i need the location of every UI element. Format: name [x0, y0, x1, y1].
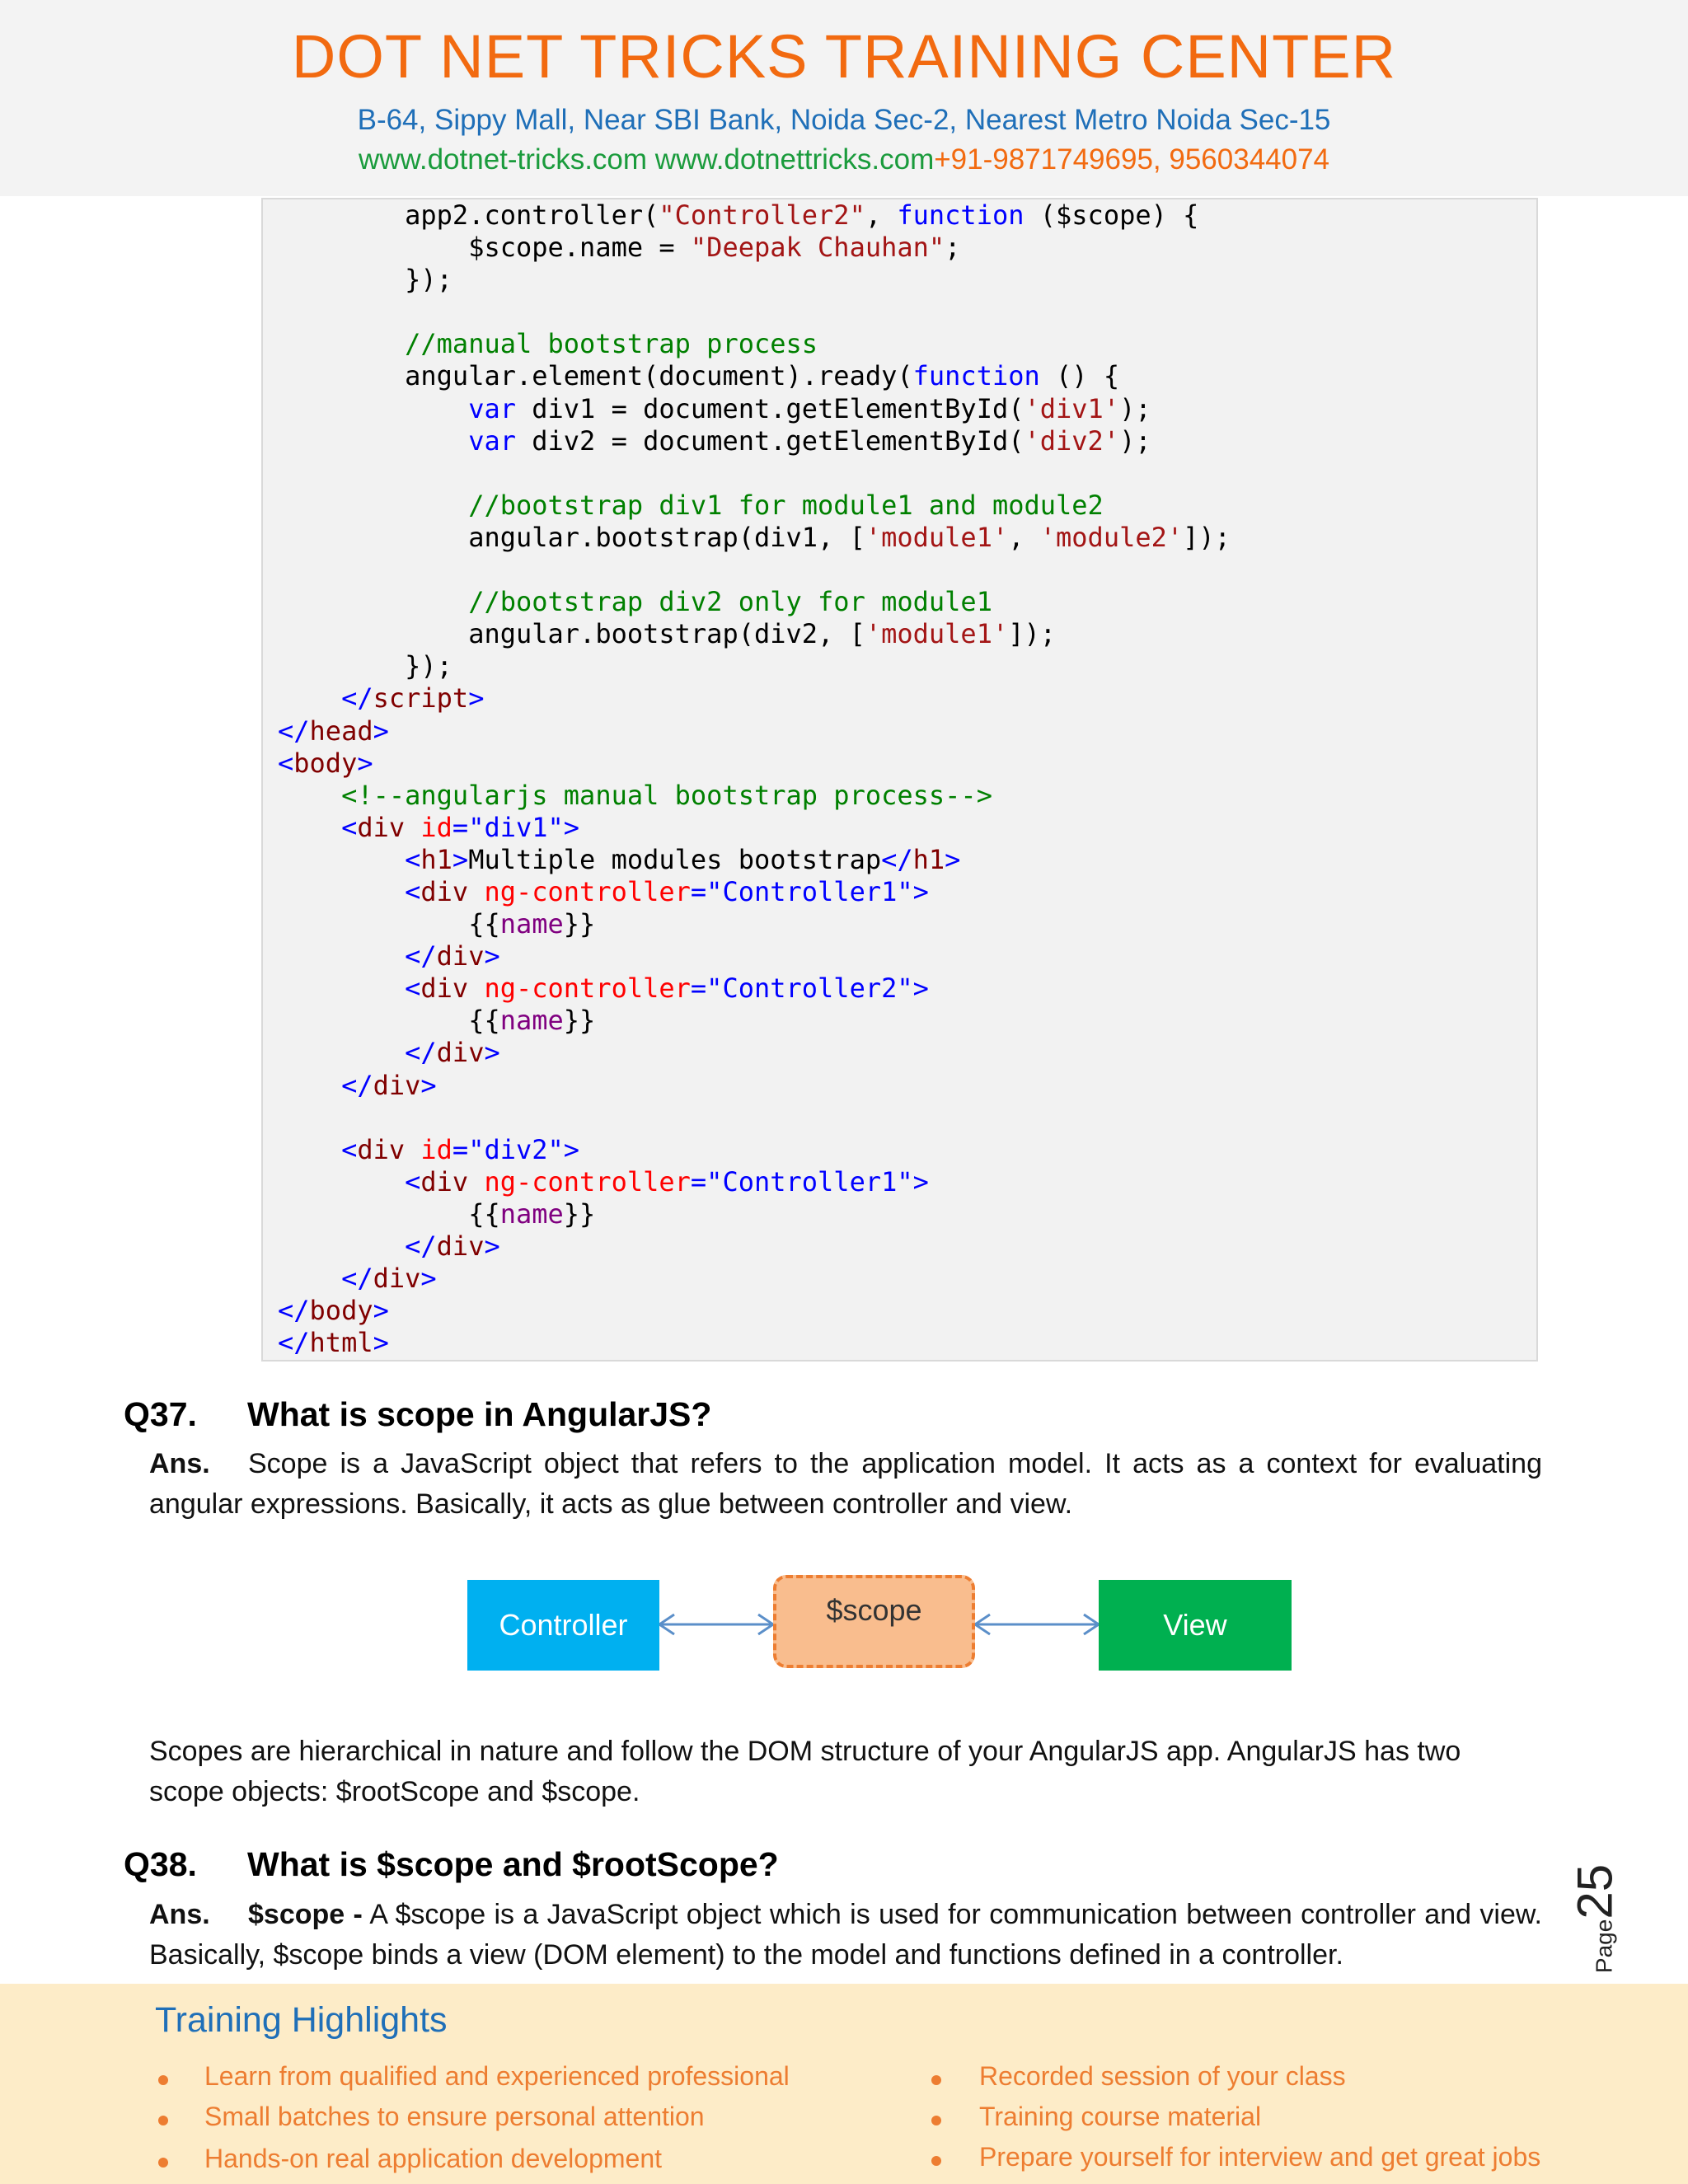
diagram-controller-label: Controller	[499, 1608, 628, 1642]
code-line: </div>	[405, 940, 500, 972]
website-link-1[interactable]: www.dotnet-tricks.com	[358, 143, 648, 176]
bullet-icon	[931, 2156, 941, 2166]
website-link-2[interactable]: www.dotnettricks.com	[654, 143, 935, 176]
q38-ans-label: Ans.	[149, 1899, 210, 1930]
code-line: </head>	[278, 715, 389, 747]
code-line: <div id="div1">	[341, 811, 580, 843]
code-line: </div>	[405, 1230, 500, 1262]
bullet-icon	[931, 2075, 941, 2085]
code-line: angular.element(document).ready(function () {	[278, 360, 1120, 392]
phone-numbers: +91-9871749695, 9560344074	[934, 143, 1330, 176]
highlight-item: Training course material	[979, 2102, 1262, 2131]
code-line: angular.bootstrap(div1, ['module1', 'module2']);	[278, 521, 1231, 553]
bullet-icon	[931, 2116, 941, 2125]
q37-question: What is scope in AngularJS?	[247, 1395, 712, 1433]
code-line: $scope.name = "Deepak Chauhan";	[278, 232, 961, 264]
code-line: </div>	[405, 1037, 500, 1069]
q38-number: Q38.	[124, 1845, 197, 1883]
code-line: <body>	[278, 747, 373, 779]
code-line: {{name}}	[278, 908, 596, 940]
code-line: </div>	[341, 1263, 437, 1295]
training-highlights-footer	[0, 1984, 1688, 2184]
header-address: B-64, Sippy Mall, Near SBI Bank, Noida Sec-2, Nearest Metro Noida Sec-15	[357, 104, 1331, 136]
code-line: var div2 = document.getElementById('div2');	[468, 424, 1151, 457]
code-line: //bootstrap div2 only for module1	[468, 586, 992, 618]
code-line: var div1 = document.getElementById('div1');	[468, 392, 1151, 424]
q37-number: Q37.	[124, 1395, 197, 1433]
code-line: app2.controller("Controller2", function ($scope) {	[278, 199, 1199, 231]
q38-question: What is $scope and $rootScope?	[247, 1845, 779, 1883]
code-line: </body>	[278, 1295, 389, 1327]
diagram-scope-label: $scope	[826, 1593, 922, 1627]
q38-answer	[149, 1895, 1542, 1975]
q38-answer-bold: $scope -	[248, 1899, 363, 1930]
highlight-item: Recorded session of your class	[979, 2061, 1346, 2091]
bullet-icon	[158, 2075, 168, 2085]
code-line: {{name}}	[278, 1197, 596, 1230]
code-line: {{name}}	[278, 1005, 596, 1037]
diagram-view-label: View	[1163, 1608, 1227, 1642]
q37-answer-text: Scope is a JavaScript object that refers to the application model. It acts as a context for evaluating angular expressions. Basically, it acts as glue between controller and view.	[149, 1448, 1542, 1520]
code-line: });	[278, 650, 452, 682]
code-line: //manual bootstrap process	[405, 328, 818, 360]
diagram-controller-box	[467, 1580, 659, 1671]
code-line: });	[278, 264, 452, 296]
highlight-item: Small batches to ensure personal attention	[204, 2102, 705, 2131]
code-line: //bootstrap div1 for module1 and module2	[468, 489, 1104, 521]
code-line: angular.bootstrap(div2, ['module1']);	[278, 618, 1057, 650]
diagram-view-box	[1099, 1580, 1292, 1671]
bullet-icon	[158, 2158, 168, 2168]
code-line: </script>	[341, 682, 485, 715]
highlight-item: Prepare yourself for interview and get great jobs	[979, 2142, 1541, 2172]
code-line: </html>	[278, 1327, 389, 1359]
code-line: <div ng-controller="Controller1">	[405, 1165, 929, 1197]
q38-answer-text: A $scope is a JavaScript object which is used for communication between controller and view. Basically, $scope binds a view (DOM element) to the model and functions defined in a controller.	[149, 1899, 1542, 1971]
q37-ans-label: Ans.	[149, 1448, 210, 1479]
header-title: DOT NET TRICKS TRAINING CENTER	[291, 22, 1397, 91]
page-number-value: 25	[1567, 1863, 1623, 1919]
code-line: <div ng-controller="Controller2">	[405, 972, 929, 1005]
page-number	[1567, 1858, 1623, 1978]
diagram-scope-box	[773, 1575, 975, 1668]
highlight-item: Learn from qualified and experienced professional	[204, 2061, 790, 2091]
bullet-icon	[158, 2116, 168, 2125]
page-label: Page	[1591, 1919, 1617, 1973]
code-line: </div>	[341, 1069, 437, 1101]
highlight-item: Hands-on real application development	[204, 2144, 663, 2173]
scopes-paragraph: Scopes are hierarchical in nature and follow the DOM structure of your AngularJS app. AngularJS has two scope objects: $rootScope and $scope.	[149, 1736, 1461, 1807]
code-line: <!--angularjs manual bootstrap process-->	[341, 779, 992, 811]
code-line: <div ng-controller="Controller1">	[405, 875, 929, 907]
code-line: <h1>Multiple modules bootstrap</h1>	[405, 843, 961, 875]
code-line: <div id="div2">	[341, 1133, 580, 1165]
footer-title: Training Highlights	[155, 2000, 448, 2040]
